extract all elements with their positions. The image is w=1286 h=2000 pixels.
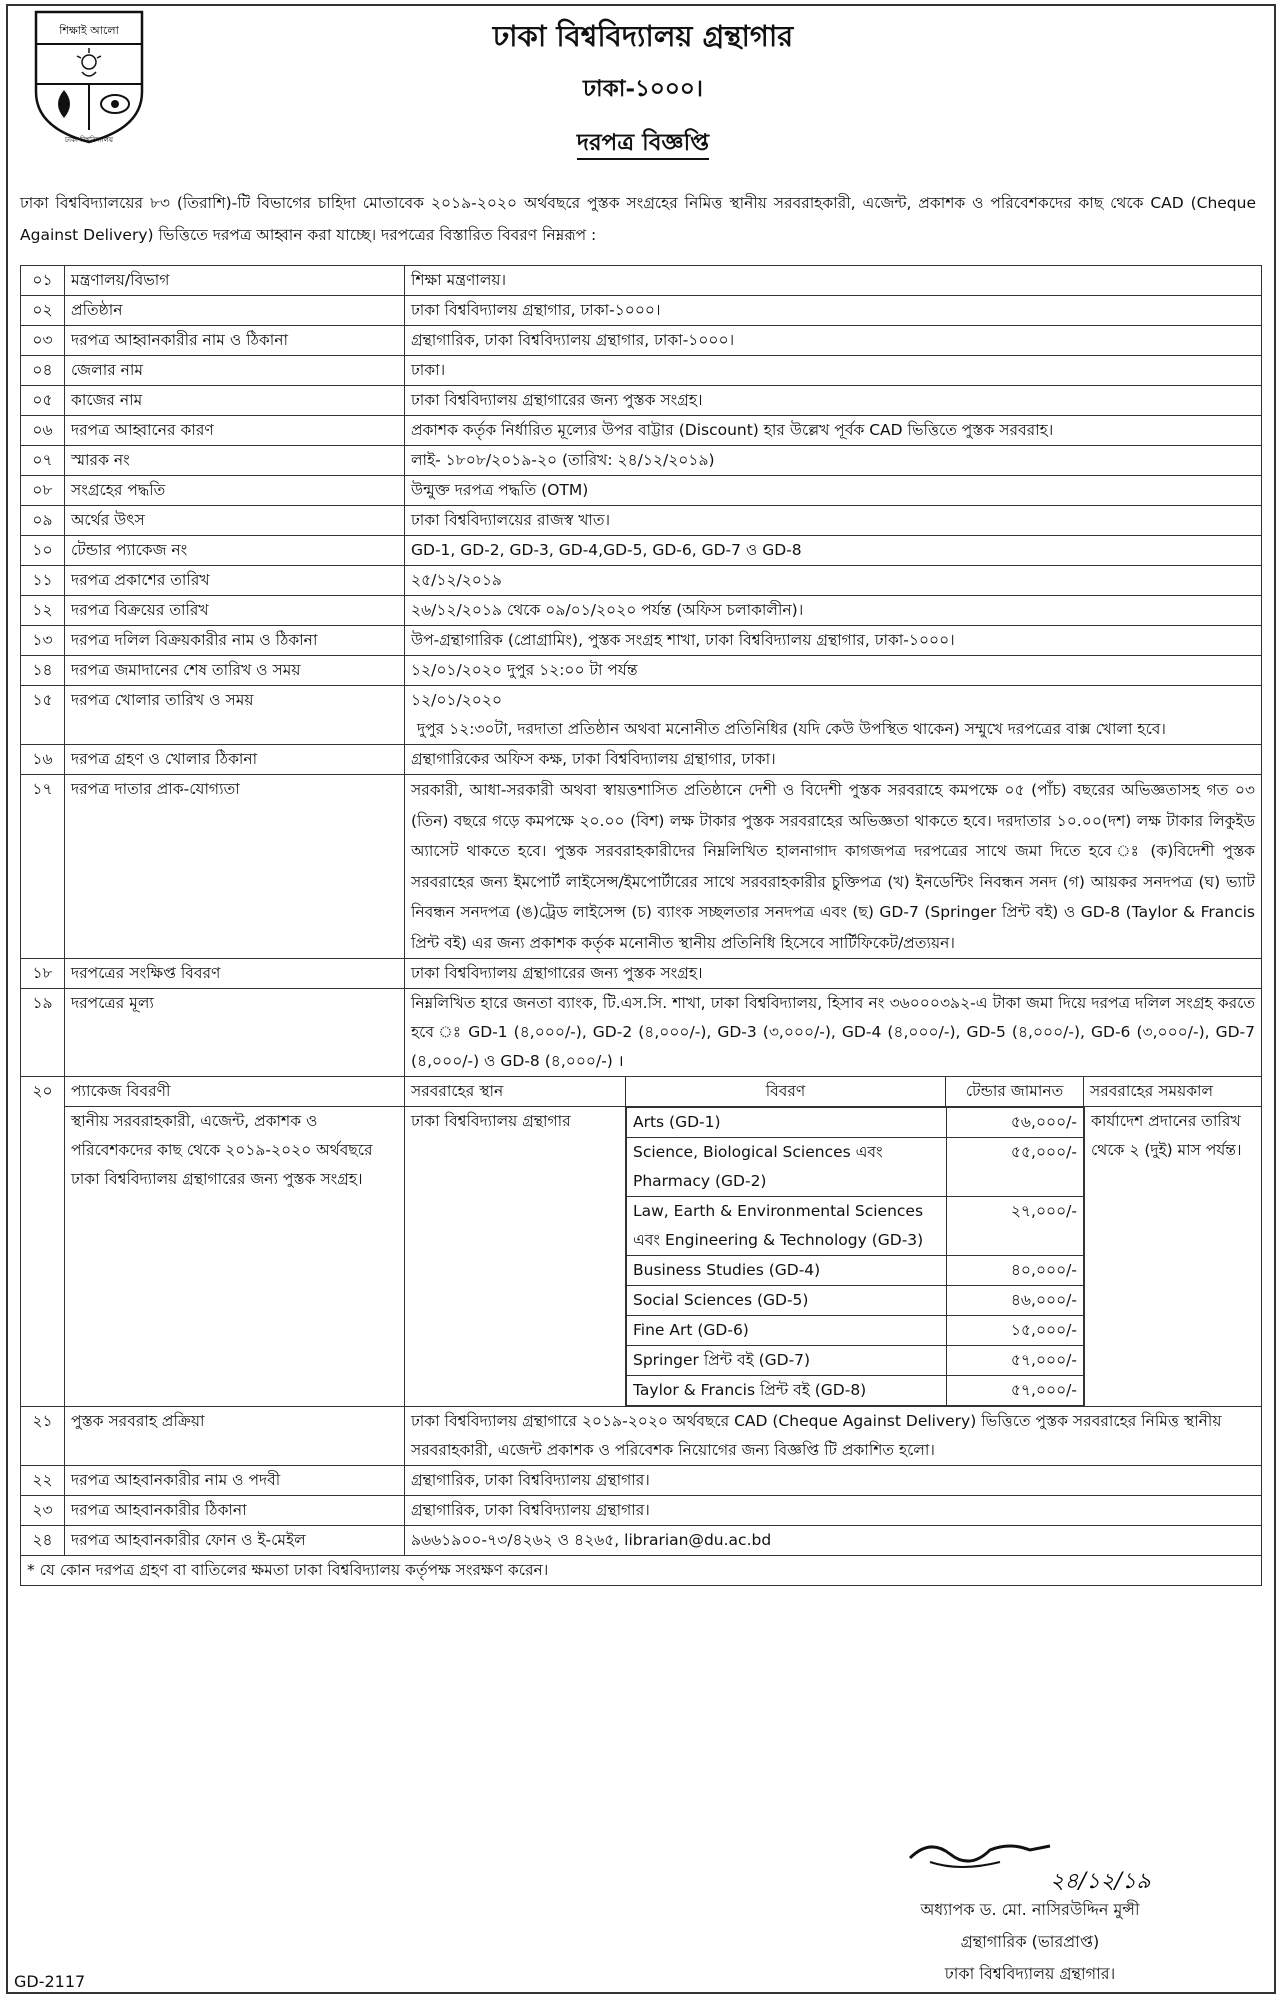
table-row — [21, 386, 1262, 416]
package-table — [626, 1107, 1084, 1406]
signatory-block — [860, 1820, 1200, 1990]
opening-detail: দুপুর ১২:৩০টা, দরদাতা প্রতিষ্ঠান অথবা মনোনীত প্রতিনিধির (যদি কেউ উপস্থিত থাকেন) সম্মুখে দরপত্রের বাক্স খোলা হবে। — [417, 720, 1166, 738]
row-number: ০৯ — [21, 506, 65, 536]
page-title: ঢাকা বিশ্ববিদ্যালয় গ্রন্থাগার — [492, 19, 794, 53]
package-amount: ৫৬,০০০/- — [947, 1108, 1084, 1138]
row-value: ঢাকা। — [405, 356, 1262, 386]
row-number: ০৪ — [21, 356, 65, 386]
row-label: পুস্তক সরবরাহ প্রক্রিয়া — [65, 1407, 405, 1466]
page-subtitle: ঢাকা-১০০০। — [583, 75, 703, 102]
row-number: ০১ — [21, 266, 65, 296]
row-number: ০৭ — [21, 446, 65, 476]
security-header: টেন্ডার জামানত — [945, 1077, 1083, 1106]
description-header: বিবরণ — [625, 1077, 945, 1106]
row-number: ১৫ — [21, 686, 65, 745]
package-desc: Science, Biological Sciences এবং Pharmacy (GD-2) — [627, 1138, 947, 1197]
logo-top-text: শিক্ষাই আলো — [59, 24, 119, 37]
row-value: উন্মুক্ত দরপত্র পদ্ধতি (OTM) — [405, 476, 1262, 506]
package-row — [627, 1286, 1084, 1316]
footnote-row — [21, 1556, 1262, 1586]
table-row — [21, 1466, 1262, 1496]
table-row — [21, 745, 1262, 775]
table-row — [21, 989, 1262, 1077]
package-row — [627, 1108, 1084, 1138]
row-number: ০৩ — [21, 326, 65, 356]
row-number: ১৪ — [21, 656, 65, 686]
row-label: স্মারক নং — [65, 446, 405, 476]
row-value: গ্রন্থাগারিকের অফিস কক্ষ, ঢাকা বিশ্ববিদ্যালয় গ্রন্থাগার, ঢাকা। — [405, 745, 1262, 775]
row-label: দরপত্র খোলার তারিখ ও সময় — [65, 686, 405, 745]
place-header: সরবরাহের স্থান — [411, 1082, 504, 1100]
row-number: ০২ — [21, 296, 65, 326]
row-label: দরপত্র আহ্বানকারীর নাম ও ঠিকানা — [65, 326, 405, 356]
row-value: ঢাকা বিশ্ববিদ্যালয়ের রাজস্ব খাত। — [405, 506, 1262, 536]
row-value: সরকারী, আধা-সরকারী অথবা স্বায়ত্তশাসিত প্রতিষ্ঠানে দেশী ও বিদেশী পুস্তক সরবরাহে কমপক্ষে ০৫ (পাঁচ) বছরের অভিজ্ঞতাসহ গত ০৩ (তিন) বছরে গড়ে কমপক্ষে ২০.০০ (বিশ) লক্ষ টাকার পুস্তক সরবরাহের অভিজ্ঞতা থাকতে হবে। দরদাতার ১০.০০(দশ) লক্ষ টাকার লিকুইড অ্যাসেট থাকতে হবে। পুস্তক সরবরাহকারীদের নিম্নলিখিত হালনাগাদ কাগজপত্র দরপত্রের সাথে জমা দিতে হবে ঃ (ক)বিদেশী পুস্তক সরবরাহের জন্য ইমপোর্ট লাইসেন্স/ইমপোর্টারের সাথে সরবরাহকারীর চুক্তিপত্র (খ) ইনডেন্টিং নিবন্ধন সনদ (গ) আয়কর সনদপত্র (ঘ) ভ্যাট নিবন্ধন সনদপত্র (ঙ)ট্রেড লাইসেন্স (চ) ব্যাংক সচ্ছলতার সনদপত্র এবং (ছ) GD-7 (Springer প্রিন্ট বই) ও GD-8 (Taylor & Francis প্রিন্ট বই) এর জন্য প্রকাশক কর্তৃক মনোনীত স্থানীয় প্রতিনিধি হিসেবে সার্টিফিকেট/প্রত্যয়ন। — [405, 775, 1262, 959]
table-row — [21, 416, 1262, 446]
package-amount: ৫৭,০০০/- — [947, 1346, 1084, 1376]
package-desc: Taylor & Francis প্রিন্ট বই (GD-8) — [627, 1376, 947, 1406]
package-text: স্থানীয় সরবরাহকারী, এজেন্ট, প্রকাশক ও পরিবেশকদের কাছ থেকে ২০১৯-২০২০ অর্থবছরে ঢাকা বিশ্ববিদ্যালয় গ্রন্থাগারের জন্য পুস্তক সংগ্রহ। — [71, 1112, 373, 1188]
notice-code: GD-2117 — [14, 1972, 86, 1991]
package-amount: ৫৭,০০০/- — [947, 1376, 1084, 1406]
table-row — [21, 686, 1262, 745]
row-label: মন্ত্রণালয়/বিভাগ — [65, 266, 405, 296]
row-value: ঢাকা বিশ্ববিদ্যালয় গ্রন্থাগার, ঢাকা-১০০০। — [405, 296, 1262, 326]
package-row — [627, 1376, 1084, 1406]
row-value: ২৫/১২/২০১৯ — [405, 566, 1262, 596]
table-row — [21, 959, 1262, 989]
row-value: ঢাকা বিশ্ববিদ্যালয় গ্রন্থাগারে ২০১৯-২০২০ অর্থবছরে CAD (Cheque Against Delivery) ভিত্তিতে পুস্তক সরবরাহের নিমিত্ত স্থানীয় সরবরাহকারী, এজেন্ট প্রকাশক ও পরিবেশক নিয়োগের জন্য বিজ্ঞপ্তি টি প্রকাশিত হলো। — [405, 1407, 1262, 1466]
row-label: দরপত্র জমাদানের শেষ তারিখ ও সময় — [65, 656, 405, 686]
row-number: ১৮ — [21, 959, 65, 989]
row-label: কাজের নাম — [65, 386, 405, 416]
row-number: ০৬ — [21, 416, 65, 446]
row-number: ১০ — [21, 536, 65, 566]
table-row — [21, 506, 1262, 536]
row-label: দরপত্র আহবানকারীর ঠিকানা — [65, 1496, 405, 1526]
period-header: সরবরাহের সময়কাল — [1083, 1077, 1261, 1106]
signatory-designation: গ্রন্থাগারিক (ভারপ্রাপ্ত) — [960, 1932, 1100, 1951]
row-label: প্রতিষ্ঠান — [65, 296, 405, 326]
row-number: ১১ — [21, 566, 65, 596]
table-row — [21, 356, 1262, 386]
package-sub-header — [405, 1077, 1261, 1107]
table-row — [21, 656, 1262, 686]
table-row — [21, 446, 1262, 476]
row-value: ২৬/১২/২০১৯ থেকে ০৯/০১/২০২০ পর্যন্ত (অফিস চলাকালীন)। — [405, 596, 1262, 626]
table-row — [21, 1526, 1262, 1556]
row-label: দরপত্র আহবানকারীর ফোন ও ই-মেইল — [65, 1526, 405, 1556]
package-header: প্যাকেজ বিবরণী — [65, 1077, 404, 1107]
notice-title — [0, 124, 1286, 163]
row-label: দরপত্রের মূল্য — [65, 989, 405, 1077]
row-label: দরপত্র আহবানকারীর নাম ও পদবী — [65, 1466, 405, 1496]
row-number: ০৫ — [21, 386, 65, 416]
row-label: দরপত্র প্রকাশের তারিখ — [65, 566, 405, 596]
row-label: সংগ্রহের পদ্ধতি — [65, 476, 405, 506]
row-value: গ্রন্থাগারিক, ঢাকা বিশ্ববিদ্যালয় গ্রন্থাগার। — [405, 1466, 1262, 1496]
package-desc: Fine Art (GD-6) — [627, 1316, 947, 1346]
delivery-period: কার্যাদেশ প্রদানের তারিখ থেকে ২ (দুই) মাস পর্যন্ত। — [1084, 1107, 1261, 1406]
package-row — [627, 1197, 1084, 1256]
tender-table — [20, 265, 1262, 1586]
table-row-packages — [21, 1077, 1262, 1407]
row-value: GD-1, GD-2, GD-3, GD-4,GD-5, GD-6, GD-7 ও GD-8 — [405, 536, 1262, 566]
package-row — [627, 1138, 1084, 1197]
package-desc: Arts (GD-1) — [627, 1108, 947, 1138]
row-value: গ্রন্থাগারিক, ঢাকা বিশ্ববিদ্যালয় গ্রন্থাগার, ঢাকা-১০০০। — [405, 326, 1262, 356]
delivery-place: ঢাকা বিশ্ববিদ্যালয় গ্রন্থাগার — [411, 1112, 571, 1130]
row-value: ঢাকা বিশ্ববিদ্যালয় গ্রন্থাগারের জন্য পুস্তক সংগ্রহ। — [405, 386, 1262, 416]
row-value: ১২/০১/২০২০ দুপুর ১২:০০ টা পর্যন্ত — [405, 656, 1262, 686]
row-label: দরপত্র গ্রহণ ও খোলার ঠিকানা — [65, 745, 405, 775]
row-value: ৯৬৬১৯০০-৭৩/৪২৬২ ও ৪২৬৫, librarian@du.ac.bd — [405, 1526, 1262, 1556]
table-row — [21, 536, 1262, 566]
table-row — [21, 596, 1262, 626]
row-number: ২৩ — [21, 1496, 65, 1526]
row-value: লাই- ১৮০৮/২০১৯-২০ (তারিখ: ২৪/১২/২০১৯) — [405, 446, 1262, 476]
intro-paragraph: ঢাকা বিশ্ববিদ্যালয়ের ৮৩ (তিরাশি)-টি বিভাগের চাহিদা মোতাবেক ২০১৯-২০২০ অর্থবছরে পুস্তক সংগ্রহের নিমিত্ত স্থানীয় সরবরাহকারী, এজেন্ট, প্রকাশক ও পরিবেশকদের কাছ থেকে CAD (Cheque Against Delivery) ভিত্তিতে দরপত্র আহ্বান করা যাচ্ছে। দরপত্রের বিস্তারিত বিবরণ নিম্নরূপ : — [20, 194, 1256, 244]
row-number: ২০ — [21, 1077, 65, 1407]
package-amount: ৪৬,০০০/- — [947, 1286, 1084, 1316]
row-number: ২২ — [21, 1466, 65, 1496]
row-value: প্রকাশক কর্তৃক নির্ধারিত মূল্যের উপর বাট্টার (Discount) হার উল্লেখ পূর্বক CAD ভিত্তিতে পুস্তক সরবরাহ। — [405, 416, 1262, 446]
table-row — [21, 266, 1262, 296]
package-row — [627, 1346, 1084, 1376]
row-value — [405, 686, 1262, 745]
row-label: দরপত্র বিক্রয়ের তারিখ — [65, 596, 405, 626]
row-number: ১৯ — [21, 989, 65, 1077]
package-row — [627, 1316, 1084, 1346]
package-desc: Business Studies (GD-4) — [627, 1256, 947, 1286]
package-amount: ২৭,০০০/- — [947, 1197, 1084, 1256]
table-row — [21, 775, 1262, 959]
row-value: ঢাকা বিশ্ববিদ্যালয় গ্রন্থাগারের জন্য পুস্তক সংগ্রহ। — [405, 959, 1262, 989]
row-value: নিম্নলিখিত হারে জনতা ব্যাংক, টি.এস.সি. শাখা, ঢাকা বিশ্ববিদ্যালয়, হিসাব নং ৩৬০০০৩৯২-এ টাকা জমা দিয়ে দরপত্র দলিল সংগ্রহ করতে হবে ঃ GD-1 (৪,০০০/-), GD-2 (৪,০০০/-), GD-3 (৩,০০০/-), GD-4 (৪,০০০/-), GD-5 (৪,০০০/-), GD-6 (৩,০০০/-), GD-7 (৪,০০০/-) ও GD-8 (৪,০০০/-) । — [405, 989, 1262, 1077]
table-row — [21, 626, 1262, 656]
logo-bottom-text: ঢাকা বিশ্ববিদ্যালয় — [64, 136, 114, 144]
row-label: অর্থের উৎস — [65, 506, 405, 536]
signatory-office: ঢাকা বিশ্ববিদ্যালয় গ্রন্থাগার। — [944, 1964, 1116, 1983]
row-number: ০৮ — [21, 476, 65, 506]
row-label: দরপত্রের সংক্ষিপ্ত বিবরণ — [65, 959, 405, 989]
row-number: ২৪ — [21, 1526, 65, 1556]
package-amount: ১৫,০০০/- — [947, 1316, 1084, 1346]
notice-title-text: দরপত্র বিজ্ঞপ্তি — [577, 129, 709, 160]
signatory-name: অধ্যাপক ড. মো. নাসিরউদ্দিন মুন্সী — [920, 1900, 1140, 1919]
table-row — [21, 326, 1262, 356]
table-row — [21, 566, 1262, 596]
package-amount: ৪০,০০০/- — [947, 1256, 1084, 1286]
package-desc: Springer প্রিন্ট বই (GD-7) — [627, 1346, 947, 1376]
row-number: ১৭ — [21, 775, 65, 959]
row-number: ১২ — [21, 596, 65, 626]
row-number: ১৩ — [21, 626, 65, 656]
row-label: টেন্ডার প্যাকেজ নং — [65, 536, 405, 566]
row-number: ১৬ — [21, 745, 65, 775]
package-row — [627, 1256, 1084, 1286]
row-number: ২১ — [21, 1407, 65, 1466]
row-value: উপ-গ্রন্থাগারিক (প্রোগ্রামিং), পুস্তক সংগ্রহ শাখা, ঢাকা বিশ্ববিদ্যালয় গ্রন্থাগার, ঢাকা-১০০০। — [405, 626, 1262, 656]
row-label: দরপত্র দাতার প্রাক-যোগ্যতা — [65, 775, 405, 959]
package-desc: Law, Earth & Environmental Sciences এবং Engineering & Technology (GD-3) — [627, 1197, 947, 1256]
table-row — [21, 1407, 1262, 1466]
row-label: জেলার নাম — [65, 356, 405, 386]
table-row — [21, 476, 1262, 506]
table-row — [21, 296, 1262, 326]
package-amount: ৫৫,০০০/- — [947, 1138, 1084, 1197]
footnote: * যে কোন দরপত্র গ্রহণ বা বাতিলের ক্ষমতা ঢাকা বিশ্ববিদ্যালয় কর্তৃপক্ষ সংরক্ষণ করেন। — [21, 1556, 1262, 1586]
table-row — [21, 1496, 1262, 1526]
signature-date: ২৪/১২/১৯ — [1050, 1869, 1151, 1894]
package-body — [405, 1107, 1261, 1406]
package-desc: Social Sciences (GD-5) — [627, 1286, 947, 1316]
opening-date: ১২/০১/২০২০ — [411, 691, 503, 709]
row-value: শিক্ষা মন্ত্রণালয়। — [405, 266, 1262, 296]
row-label: দরপত্র দলিল বিক্রয়কারীর নাম ও ঠিকানা — [65, 626, 405, 656]
row-label: দরপত্র আহ্বানের কারণ — [65, 416, 405, 446]
row-value: গ্রন্থাগারিক, ঢাকা বিশ্ববিদ্যালয় গ্রন্থাগার। — [405, 1496, 1262, 1526]
